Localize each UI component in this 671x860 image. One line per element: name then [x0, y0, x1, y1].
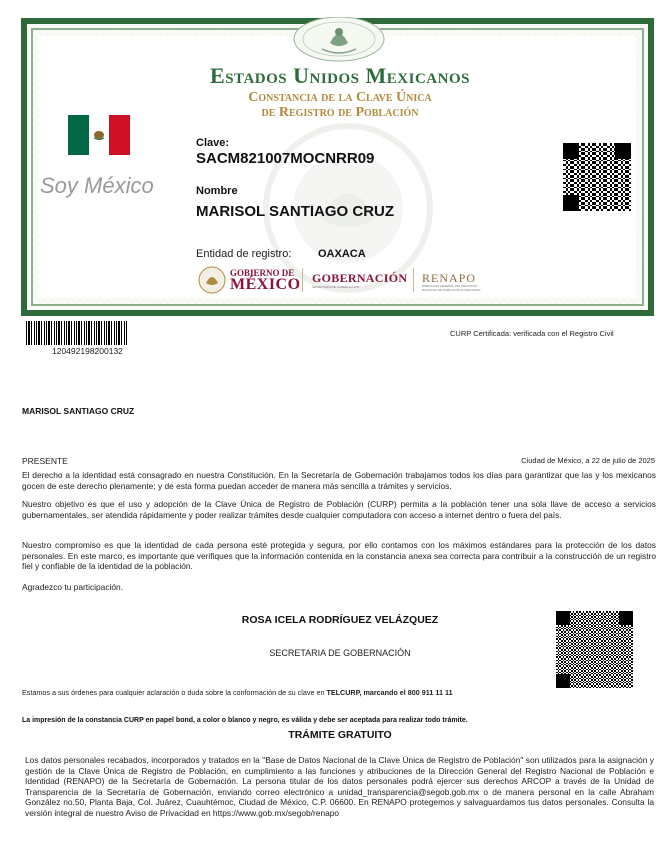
nombre-value: MARISOL SANTIAGO CRUZ [196, 203, 395, 220]
certified-note: CURP Certificada: verificada con el Registro Civil [450, 329, 614, 338]
gobernacion-logo-small: SECRETARÍA DE GOBERNACIÓN [312, 285, 360, 289]
print-validity-note: La impresión de la constancia CURP en papel bond, a color o blanco y negro, es válida y debe ser aceptada para realizar todo trámite. [22, 717, 468, 724]
letter-date: Ciudad de México, a 22 de julio de 2025 [521, 456, 655, 465]
coat-of-arms-emblem [292, 17, 386, 63]
nombre-label: Nombre [196, 185, 238, 197]
letter-recipient: MARISOL SANTIAGO CRUZ [22, 406, 135, 416]
gobierno-logo-line2: MÉXICO [230, 276, 301, 293]
privacy-notice: Los datos personales recabados, incorporados y tratados en la "Base de Datos Nacional de la Clave Única de Registro de Población" son utilizados para la asignación y gestión de la Clave Única de Registro de Población, en cumplimiento a las funciones y atribuciones de la Dirección General del Registro Nacional de Población e Identidad (RENAPO) de la Secretaría de Gobernación. La persona titular de los datos personales podrá ejercer sus derechos ARCOP a través de la Unidad de Transparencia de la Secretaría de Gobernación, enviando correo electrónico a unidad_transparencia@segob.gob.mx o de manera personal en la calle Abraham González no.50, Planta Baja, Col. Juárez, Cuauhtémoc, Ciudad de México, C.P. 06600. En RENAPO protegemos y salvaguardamos tus datos personales. Consulta la versión integral de nuestro Aviso de Privacidad en https://www.gob.mx/segob/renapo [25, 755, 654, 818]
entidad-value: OAXACA [318, 248, 366, 260]
certificate-subtitle-line1: Constancia de la Clave Única [248, 90, 432, 105]
contact-telcurp: TELCURP, marcando el 800 911 11 11 [326, 688, 453, 697]
letter-presente: PRESENTE [22, 456, 68, 466]
clave-value: SACM821007MOCNRR09 [196, 150, 375, 167]
clave-label: Clave: [196, 137, 230, 149]
barcode [26, 321, 128, 345]
letter-paragraph-2: Nuestro objetivo es que el uso y adopción de la Clave Única de Registro de Población (CURP) permita a la población tener una sola llave de acceso a servicios gubernamentales, ser atendida rápidamente y poder realizar trámites desde cualquier computadora con acceso a internet dentro o fuera del país. [22, 499, 656, 520]
letter-paragraph-3: Nuestro compromiso es que la identidad de cada persona esté protegida y segura, por ello contamos con los máximos estándares para la protección de los datos personales. En este marco, es importante que verifiques que la información contenida en la constancia anexa sea correcta para contribuir a la construcción de un registro fiel y confiable de la identidad de la población. [22, 540, 656, 572]
gobierno-logo-line1: GOBIERNO DE [230, 268, 295, 278]
soy-mexico-label: Soy México [40, 173, 154, 198]
gobierno-mexico-emblem-icon [197, 265, 227, 295]
signer-title: SECRETARIA DE GOBERNACIÓN [269, 648, 411, 658]
gobernacion-logo: GOBERNACIÓN [312, 271, 408, 285]
barcode-number: 120492198200132 [52, 346, 123, 356]
signer-name: ROSA ICELA RODRÍGUEZ VELÁZQUEZ [241, 614, 439, 626]
renapo-logo: RENAPO [422, 271, 477, 285]
certificate-qr-code [563, 143, 631, 211]
letter-paragraph-1: El derecho a la identidad está consagrado en nuestra Constitución. En la Secretaría de Gobernación trabajamos todos los días para garantizar que las y los mexicanos gocen de este derecho plenamente; y de esta forma puedan acceder de manera más sencilla a trámites y servicios. [22, 470, 656, 491]
flag-emblem-icon [92, 129, 106, 141]
certificate-subtitle-line2: de Registro de Población [261, 105, 419, 120]
country-title: Estados Unidos Mexicanos [210, 63, 470, 88]
logo-divider [302, 268, 303, 292]
mexican-flag [68, 115, 130, 155]
logo-divider-2 [413, 268, 414, 292]
letter-qr-code [556, 611, 633, 688]
contact-line [22, 688, 453, 697]
tramite-gratuito: TRÁMITE GRATUITO [288, 729, 392, 741]
letter-thanks: Agradezco tu participación. [22, 582, 124, 592]
contact-prefix: Estamos a sus órdenes para cualquier aclaración o duda sobre la conformación de su clave en [22, 688, 327, 697]
entidad-label: Entidad de registro: [196, 248, 292, 260]
renapo-logo-small: DIRECCIÓN GENERAL DEL REGISTRO NACIONAL DE POBLACIÓN E IDENTIDAD [422, 284, 481, 292]
